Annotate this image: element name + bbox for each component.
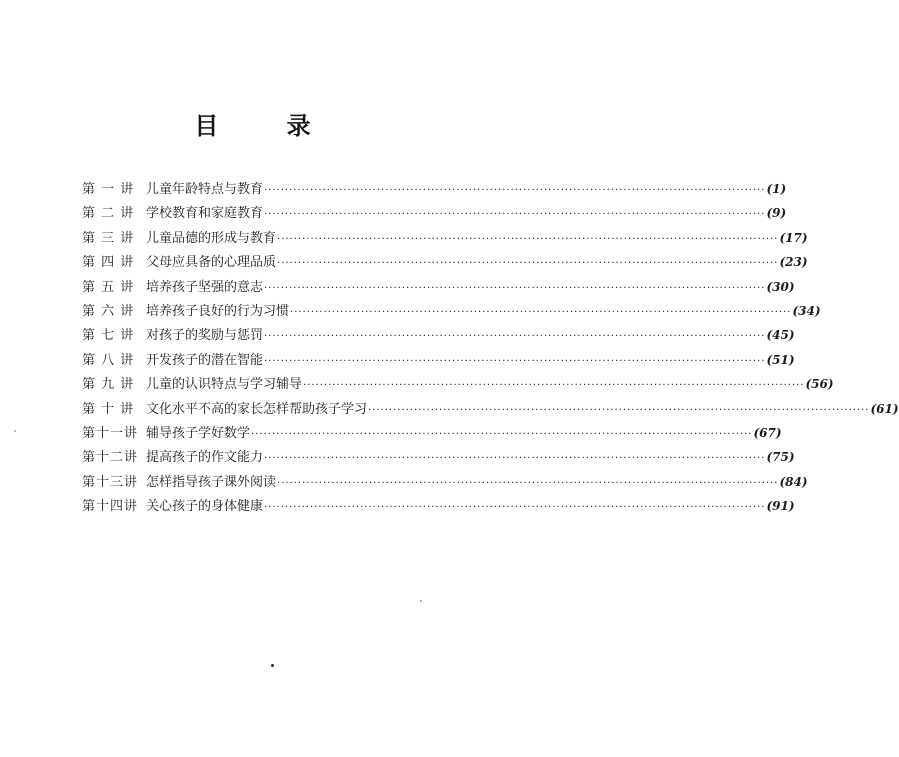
toc-entry[interactable] — [82, 300, 821, 324]
dot-leader: ························································································································ — [368, 404, 870, 416]
page-number: (45) — [766, 328, 795, 343]
page-number: (91) — [766, 499, 795, 514]
toc-entry[interactable] — [82, 471, 808, 495]
toc-entry[interactable] — [82, 227, 808, 251]
dot-leader: ························································································································ — [251, 428, 753, 440]
lecture-title: 父母应具备的心理品质 — [146, 255, 277, 271]
page-number: (1) — [766, 182, 787, 196]
scan-speck — [271, 664, 274, 667]
page-number: (17) — [779, 230, 808, 245]
toc-entry[interactable] — [82, 276, 795, 300]
toc-entry[interactable] — [82, 422, 782, 446]
lecture-title: 学校教育和家庭教育 — [146, 206, 264, 222]
page-number: (51) — [766, 352, 795, 367]
lecture-number: 第 三 讲 — [82, 230, 135, 246]
dot-leader: ························································································································ — [264, 355, 766, 367]
lecture-number: 第 五 讲 — [82, 279, 135, 295]
lecture-number: 第 四 讲 — [82, 255, 135, 271]
lecture-title: 提高孩子的作文能力 — [146, 450, 264, 466]
page-number: (67) — [753, 425, 782, 440]
lecture-number: 第 十 讲 — [82, 401, 135, 417]
dot-leader: ························································································································ — [264, 502, 766, 514]
page-number: (75) — [766, 450, 795, 465]
lecture-title: 儿童的认识特点与学习辅导 — [146, 377, 303, 393]
lecture-number: 第十三讲 — [82, 474, 139, 490]
toc-entry[interactable] — [82, 251, 808, 275]
toc-entry[interactable] — [82, 349, 795, 373]
dot-leader: ························································································································ — [290, 306, 792, 318]
lecture-title: 儿童品德的形成与教育 — [146, 230, 277, 246]
lecture-title: 对孩子的奖励与惩罚 — [146, 328, 264, 344]
lecture-title: 怎样指导孩子课外阅读 — [146, 474, 277, 490]
dot-leader: ························································································································ — [264, 331, 766, 343]
dot-leader: ························································································································ — [277, 258, 779, 270]
lecture-title: 开发孩子的潜在智能 — [146, 352, 264, 368]
dot-leader: ························································································································ — [264, 453, 766, 465]
dot-leader: ························································································································ — [264, 282, 766, 294]
page-number: (9) — [766, 206, 787, 221]
page-number: (23) — [779, 255, 808, 270]
lecture-number: 第 八 讲 — [82, 352, 135, 368]
toc-entry[interactable] — [82, 202, 787, 226]
page-number: (56) — [805, 377, 834, 392]
toc-entry[interactable] — [82, 398, 899, 422]
scan-speck — [420, 600, 422, 602]
lecture-title: 培养孩子良好的行为习惯 — [146, 303, 290, 319]
lecture-title: 辅导孩子学好数学 — [146, 425, 251, 441]
toc-entry[interactable] — [82, 495, 795, 519]
page-number: (34) — [792, 303, 821, 318]
page-number: (30) — [766, 279, 795, 294]
page-title: 目 录 — [194, 112, 341, 140]
table-of-contents — [82, 178, 899, 519]
dot-leader: ························································································································ — [303, 380, 805, 392]
dot-leader: ························································································································ — [277, 477, 779, 489]
lecture-title: 培养孩子坚强的意志 — [146, 279, 264, 295]
dot-leader: ························································································································ — [264, 209, 766, 221]
scan-speck — [14, 430, 16, 432]
toc-entry[interactable] — [82, 178, 787, 202]
page-number: (61) — [870, 401, 899, 416]
lecture-number: 第 九 讲 — [82, 377, 135, 393]
toc-entry[interactable] — [82, 446, 795, 470]
lecture-number: 第十一讲 — [82, 425, 139, 441]
lecture-title: 文化水平不高的家长怎样帮助孩子学习 — [146, 401, 368, 417]
dot-leader: ························································································································ — [264, 185, 766, 196]
lecture-number: 第 七 讲 — [82, 328, 135, 344]
lecture-number: 第十二讲 — [82, 450, 139, 466]
toc-entry[interactable] — [82, 373, 834, 397]
lecture-number: 第 一 讲 — [82, 182, 135, 197]
lecture-title: 儿童年龄特点与教育 — [146, 182, 264, 197]
lecture-number: 第十四讲 — [82, 499, 139, 515]
toc-entry[interactable] — [82, 324, 795, 348]
lecture-number: 第 六 讲 — [82, 303, 135, 319]
lecture-number: 第 二 讲 — [82, 206, 135, 222]
dot-leader: ························································································································ — [277, 233, 779, 245]
page-number: (84) — [779, 474, 808, 489]
lecture-title: 关心孩子的身体健康 — [146, 499, 264, 515]
